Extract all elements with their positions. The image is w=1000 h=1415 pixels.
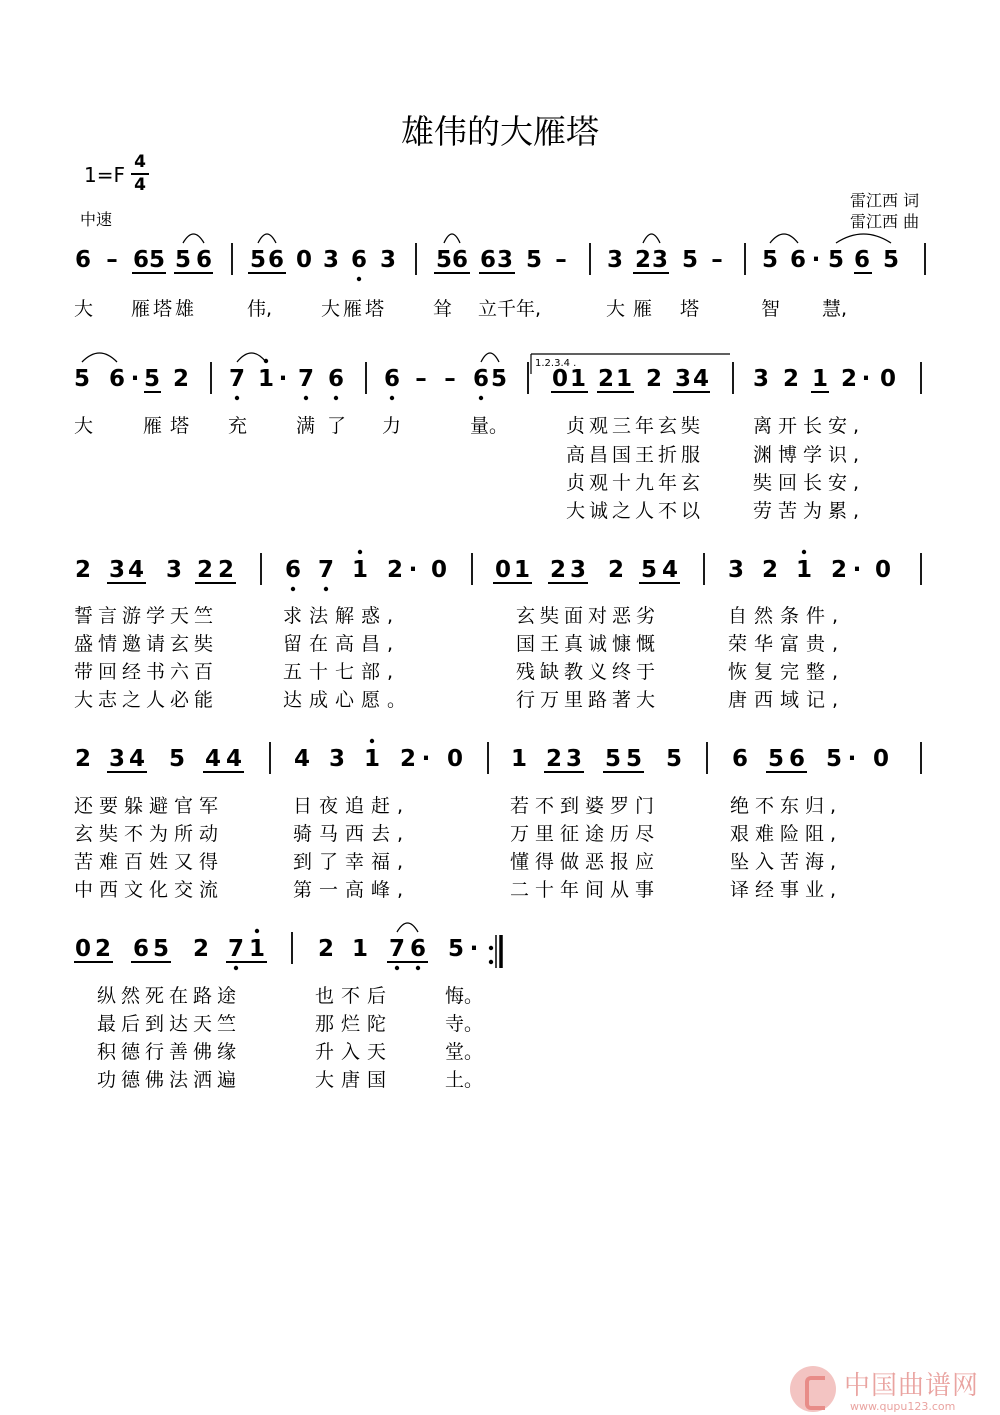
- octave-dot: [291, 587, 295, 591]
- note-token: 2: [607, 557, 625, 583]
- note-token: 3: [379, 247, 397, 273]
- lyric-word: 雁塔: [143, 415, 198, 437]
- note-token: 1: [510, 746, 528, 772]
- note-token: 3: [322, 247, 340, 273]
- note-token: 5: [525, 247, 543, 273]
- lyric-line: 积德行善佛缘: [97, 1041, 242, 1063]
- note-token: 2: [549, 557, 567, 583]
- note-token: 4: [225, 746, 243, 772]
- site-watermark: [790, 1363, 1000, 1415]
- lyric-verse-4b: 劳苦为累,: [753, 500, 866, 522]
- lyric-line: 大唐国: [315, 1069, 394, 1091]
- note-token: 6: [327, 366, 345, 392]
- note-token: 0: [494, 557, 512, 583]
- lyric-line: 万里征途历尽: [510, 823, 661, 845]
- composer-credit: 雷江西 曲: [850, 212, 920, 231]
- lyric-line: 盛情邀请玄奘: [74, 633, 219, 655]
- lyric-line: 行万里路著大: [516, 689, 661, 711]
- note-token: 2: [634, 247, 652, 273]
- note-token: 3: [651, 247, 669, 273]
- lyric-line: 堂。: [445, 1041, 484, 1063]
- lyric-word: 塔: [680, 298, 700, 320]
- lyric-line: 达成心愿。: [283, 689, 414, 711]
- note-token: 5: [490, 366, 508, 392]
- lyric-line: 荣华富贵,: [728, 633, 846, 655]
- lyric-line: 最后到达天竺: [97, 1013, 242, 1035]
- lyric-word: 大: [74, 298, 94, 320]
- note-token: 1: [615, 366, 633, 392]
- note-token: 6: [472, 366, 490, 392]
- note-token: 3: [108, 557, 126, 583]
- note-token: 2: [761, 557, 779, 583]
- volta-label: 1.2.3.4 .: [535, 358, 577, 369]
- lyric-line: 到了幸福,: [293, 851, 411, 873]
- note-token: 3: [108, 746, 126, 772]
- lyric-line: 坠入苦海,: [730, 851, 843, 873]
- note-token: 1: [351, 936, 369, 962]
- lyric-verse-2b: 渊博学识,: [753, 444, 866, 466]
- note-token: 6: [74, 247, 92, 273]
- lyric-line: 誓言游学天竺: [74, 605, 219, 627]
- note-token: 4: [128, 746, 146, 772]
- lyric-word: 量。: [470, 415, 509, 437]
- time-signature-top: 4: [134, 152, 146, 172]
- lyric-line: 留在高昌,: [283, 633, 401, 655]
- note-token: 1: [513, 557, 531, 583]
- note-token: 5: [73, 366, 91, 392]
- octave-dot: [357, 277, 361, 281]
- note-token: ·: [852, 557, 862, 583]
- note-token: 6: [383, 366, 401, 392]
- note-token: 6: [789, 247, 807, 273]
- note-token: 5: [148, 247, 166, 273]
- note-token: 1: [569, 366, 587, 392]
- lyric-line: 升入天: [315, 1041, 394, 1063]
- note-token: ·: [847, 746, 857, 772]
- note-token: 4: [293, 746, 311, 772]
- note-token: 2: [545, 746, 563, 772]
- note-token: 3: [674, 366, 692, 392]
- lyric-line: 苦难百姓又得: [74, 851, 225, 873]
- lyric-line: 骑马西去,: [293, 823, 411, 845]
- lyricist-credit: 雷江西 词: [850, 191, 920, 210]
- lyric-word: 慧,: [822, 298, 848, 320]
- note-token: 5: [761, 247, 779, 273]
- note-token: 5: [625, 746, 643, 772]
- note-token: 6: [731, 746, 749, 772]
- lyric-line: 玄奘面对恶劣: [516, 605, 661, 627]
- tie-slur: [397, 923, 418, 932]
- octave-dot: [479, 396, 483, 400]
- lyric-line: 译经事业,: [730, 879, 843, 901]
- lyric-verse-4a: 大诚之人不以: [566, 500, 705, 522]
- note-token: 5: [435, 247, 453, 273]
- note-token: ·: [469, 936, 479, 962]
- note-token: 2: [172, 366, 190, 392]
- repeat-dot: [489, 946, 493, 950]
- watermark-brand: 中国曲谱网: [844, 1371, 980, 1401]
- tie-slur: [836, 234, 891, 243]
- lyric-line: 五十七部,: [283, 661, 401, 683]
- note-token: 2: [840, 366, 858, 392]
- lyric-word: 立千年,: [478, 298, 542, 320]
- note-token: 2: [317, 936, 335, 962]
- note-token: 6: [788, 746, 806, 772]
- note-token: 2: [386, 557, 404, 583]
- lyric-line: 国王真诚慷慨: [516, 633, 661, 655]
- note-token: 2: [196, 557, 214, 583]
- note-token: 2: [597, 366, 615, 392]
- lyric-verse-3a: 贞观十九年玄: [566, 472, 705, 494]
- note-token: ·: [861, 366, 871, 392]
- note-token: 6: [132, 247, 150, 273]
- note-token: 4: [692, 366, 710, 392]
- note-token: 0: [446, 746, 464, 772]
- note-token: 5: [249, 247, 267, 273]
- note-token: ·: [421, 746, 431, 772]
- lyric-word: 力: [382, 415, 402, 437]
- lyric-line: 若不到婆罗门: [510, 795, 661, 817]
- note-token: 3: [496, 247, 514, 273]
- note-token: 5: [827, 247, 845, 273]
- repeat-dot: [489, 960, 493, 964]
- octave-dot: [802, 550, 806, 554]
- key-signature: 1=F: [84, 163, 125, 187]
- site-logo-icon: [790, 1366, 836, 1412]
- note-token: 2: [399, 746, 417, 772]
- lyric-word: 耸: [433, 298, 453, 320]
- note-token: 1: [795, 557, 813, 583]
- note-token: 3: [606, 247, 624, 273]
- note-token: –: [415, 366, 427, 392]
- tie-slur: [643, 234, 660, 243]
- note-token: 1: [257, 366, 275, 392]
- note-token: ·: [408, 557, 418, 583]
- note-token: 1: [351, 557, 369, 583]
- octave-dot: [235, 396, 239, 400]
- note-token: 7: [227, 936, 245, 962]
- lyric-line: 唐西域记,: [728, 689, 846, 711]
- lyric-word: 雁塔雄: [131, 298, 198, 320]
- note-token: 6: [267, 247, 285, 273]
- lyric-line: 寺。: [445, 1013, 484, 1035]
- lyric-line: 也不后: [315, 985, 394, 1007]
- lyric-word: 充: [228, 415, 248, 437]
- note-token: 3: [727, 557, 745, 583]
- note-token: 3: [328, 746, 346, 772]
- note-token: 6: [451, 247, 469, 273]
- lyric-line: 恢复完整,: [728, 661, 846, 683]
- octave-dot: [234, 966, 238, 970]
- note-token: 3: [569, 557, 587, 583]
- note-token: –: [711, 247, 723, 273]
- watermark-url: www.qupu123.com: [850, 1400, 956, 1413]
- note-token: 2: [217, 557, 235, 583]
- lyric-line: 中西文化交流: [74, 879, 225, 901]
- note-token: 6: [108, 366, 126, 392]
- note-token: 0: [874, 557, 892, 583]
- note-token: –: [555, 247, 567, 273]
- lyric-verse-1b: 离开长安,: [753, 415, 866, 437]
- octave-dot: [390, 396, 394, 400]
- note-token: 4: [127, 557, 145, 583]
- lyric-line: 功德佛法洒遍: [97, 1069, 242, 1091]
- note-token: 0: [74, 936, 92, 962]
- note-token: 5: [604, 746, 622, 772]
- note-token: 2: [645, 366, 663, 392]
- note-token: 6: [853, 247, 871, 273]
- lyric-line: 带回经书六百: [74, 661, 219, 683]
- note-token: 4: [204, 746, 222, 772]
- note-token: 0: [551, 366, 569, 392]
- note-token: 3: [752, 366, 770, 392]
- octave-dot: [304, 396, 308, 400]
- note-token: 5: [143, 366, 161, 392]
- octave-dot: [395, 966, 399, 970]
- note-token: 7: [297, 366, 315, 392]
- lyric-line: 纵然死在路途: [97, 985, 242, 1007]
- lyric-line: 第一高峰,: [293, 879, 411, 901]
- lyric-line: 求法解惑,: [283, 605, 401, 627]
- note-token: ·: [811, 247, 821, 273]
- lyric-line: 土。: [445, 1069, 484, 1091]
- note-token: 3: [565, 746, 583, 772]
- note-token: 5: [825, 746, 843, 772]
- note-token: 2: [74, 557, 92, 583]
- note-token: 7: [388, 936, 406, 962]
- tie-slur: [444, 234, 460, 243]
- lyric-line: 残缺教义终于: [516, 661, 661, 683]
- note-token: 5: [767, 746, 785, 772]
- note-token: 5: [447, 936, 465, 962]
- note-token: 7: [228, 366, 246, 392]
- lyric-line: 绝不东归,: [730, 795, 843, 817]
- note-token: 5: [152, 936, 170, 962]
- note-token: 5: [174, 247, 192, 273]
- lyric-line: 艰难险阻,: [730, 823, 843, 845]
- note-token: 1: [811, 366, 829, 392]
- note-token: 2: [74, 746, 92, 772]
- tie-slur: [481, 353, 499, 362]
- lyric-word: 大: [74, 415, 94, 437]
- note-token: 5: [882, 247, 900, 273]
- note-token: 2: [830, 557, 848, 583]
- tempo-marking: 中速: [80, 210, 113, 229]
- lyric-line: 悔。: [445, 985, 484, 1007]
- note-token: 0: [879, 366, 897, 392]
- tie-slur: [770, 234, 798, 243]
- note-token: 5: [665, 746, 683, 772]
- note-token: –: [106, 247, 118, 273]
- tie-slur: [237, 353, 266, 362]
- note-token: 2: [782, 366, 800, 392]
- note-token: 0: [872, 746, 890, 772]
- octave-dot: [416, 966, 420, 970]
- note-token: 4: [661, 557, 679, 583]
- note-token: 1: [363, 746, 381, 772]
- lyric-line: 自然条件,: [728, 605, 846, 627]
- tie-slur: [258, 234, 276, 243]
- tie-slur: [183, 234, 204, 243]
- lyric-line: 懂得做恶报应: [510, 851, 661, 873]
- lyric-line: 那烂陀: [315, 1013, 394, 1035]
- note-token: 5: [681, 247, 699, 273]
- note-token: 7: [317, 557, 335, 583]
- note-token: 6: [195, 247, 213, 273]
- note-token: 5: [168, 746, 186, 772]
- note-token: 6: [350, 247, 368, 273]
- note-token: 0: [295, 247, 313, 273]
- note-token: 5: [640, 557, 658, 583]
- note-token: ·: [130, 366, 140, 392]
- note-token: 3: [165, 557, 183, 583]
- octave-dot: [255, 929, 259, 933]
- lyric-word: 智: [761, 298, 781, 320]
- octave-dot: [334, 396, 338, 400]
- note-token: –: [444, 366, 456, 392]
- lyric-word: 大雁塔: [321, 298, 388, 320]
- note-token: 0: [430, 557, 448, 583]
- note-token: 2: [192, 936, 210, 962]
- lyric-line: 大志之人必能: [74, 689, 219, 711]
- lyric-line: 还要躲避官军: [74, 795, 225, 817]
- tie-slur: [82, 353, 117, 362]
- note-token: 6: [132, 936, 150, 962]
- lyric-line: 日夜追赶,: [293, 795, 411, 817]
- time-signature-bottom: 4: [134, 175, 146, 195]
- octave-dot: [358, 550, 362, 554]
- note-token: 1: [248, 936, 266, 962]
- lyric-verse-1a: 贞观三年玄奘: [566, 415, 705, 437]
- note-token: 6: [284, 557, 302, 583]
- lyric-line: 玄奘不为所动: [74, 823, 225, 845]
- lyric-word: 伟,: [247, 298, 273, 320]
- song-title: 雄伟的大雁塔: [401, 112, 599, 151]
- octave-dot: [324, 587, 328, 591]
- octave-dot: [370, 739, 374, 743]
- lyric-word: 满了: [296, 415, 359, 437]
- note-token: 6: [479, 247, 497, 273]
- lyric-word: 大雁: [606, 298, 661, 320]
- note-token: 6: [409, 936, 427, 962]
- lyric-verse-3b: 奘回长安,: [753, 472, 866, 494]
- note-token: 2: [94, 936, 112, 962]
- lyric-line: 二十年间从事: [510, 879, 661, 901]
- lyric-verse-2a: 高昌国王折服: [566, 444, 705, 466]
- note-token: ·: [278, 366, 288, 392]
